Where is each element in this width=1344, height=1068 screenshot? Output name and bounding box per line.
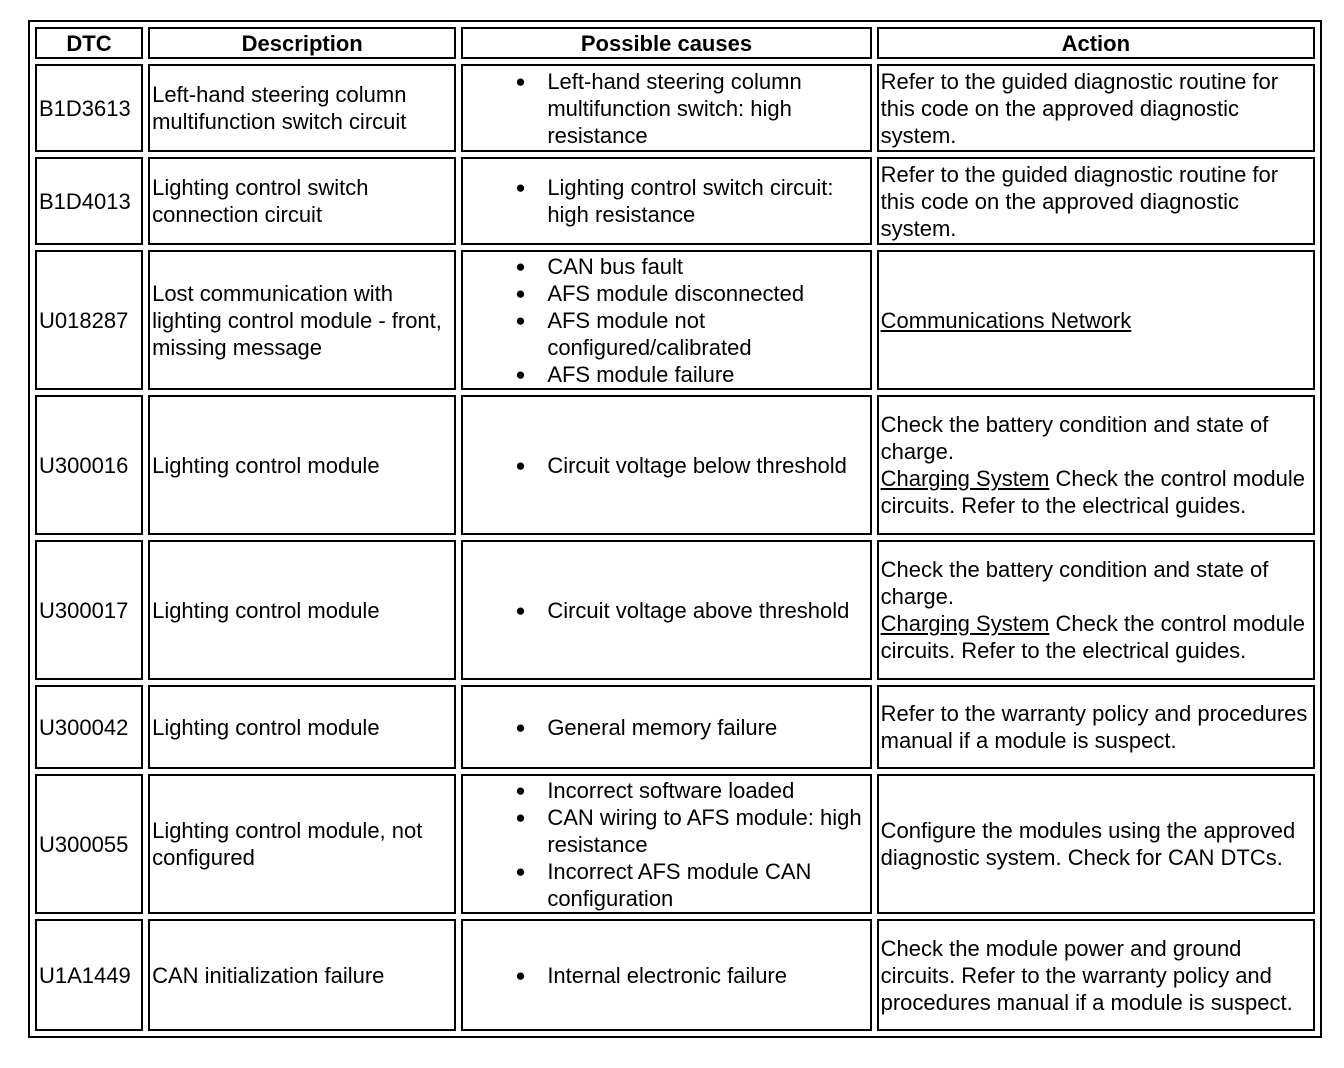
cause-item: ● AFS module not configured/calibrated xyxy=(547,307,867,361)
action-cell xyxy=(877,250,1315,390)
cause-item: ● General memory failure xyxy=(547,714,867,741)
table-body xyxy=(35,64,1315,1031)
header-description: Description xyxy=(148,27,456,59)
dtc-code: U1A1449 xyxy=(35,919,143,1031)
cause-item: ● Incorrect AFS module CAN configuration xyxy=(547,858,867,912)
action-text: Check the battery condition and state of charge. xyxy=(880,412,1269,464)
cause-item: ● AFS module failure xyxy=(547,361,867,388)
dtc-description: Lighting control switch connection circuit xyxy=(148,157,456,245)
cause-item: ● Lighting control switch circuit: high resistance xyxy=(547,174,867,228)
dtc-table xyxy=(30,22,1320,1036)
dtc-description: Lighting control module, not configured xyxy=(148,774,456,914)
possible-causes-cell xyxy=(461,64,871,152)
action-text: Refer to the guided diagnostic routine for this code on the approved diagnostic system. xyxy=(880,161,1279,241)
action-text: Check the module power and ground circuits. Refer to the warranty policy and procedures manual if a module is suspect. xyxy=(880,935,1293,1015)
cause-item: ● Incorrect software loaded xyxy=(547,777,867,804)
cause-item: ● CAN wiring to AFS module: high resistance xyxy=(547,804,867,858)
possible-causes-cell xyxy=(461,395,871,535)
dtc-description: CAN initialization failure xyxy=(148,919,456,1031)
action-cell xyxy=(877,919,1315,1031)
action-text-continued: Check the control module circuits. Refer to the electrical guides. xyxy=(880,611,1305,663)
possible-causes-cell xyxy=(461,919,871,1031)
possible-causes-list xyxy=(465,714,867,741)
dtc-code: B1D4013 xyxy=(35,157,143,245)
possible-causes-list xyxy=(465,174,867,228)
table-row xyxy=(35,64,1315,152)
header-action: Action xyxy=(877,27,1315,59)
table-row xyxy=(35,395,1315,535)
possible-causes-list xyxy=(465,68,867,149)
action-text: Refer to the guided diagnostic routine for this code on the approved diagnostic system. xyxy=(880,68,1279,148)
possible-causes-cell xyxy=(461,774,871,914)
possible-causes-cell xyxy=(461,685,871,769)
possible-causes-cell xyxy=(461,250,871,390)
dtc-description: Lighting control module xyxy=(148,540,456,680)
possible-causes-list xyxy=(465,253,867,388)
possible-causes-list xyxy=(465,777,867,912)
action-cell xyxy=(877,774,1315,914)
cause-item: ● Left-hand steering column multifunction switch: high resistance xyxy=(547,68,867,149)
dtc-code: U300016 xyxy=(35,395,143,535)
table-row xyxy=(35,685,1315,769)
action-cell xyxy=(877,157,1315,245)
cause-item: ● Circuit voltage above threshold xyxy=(547,597,867,624)
cause-item: ● CAN bus fault xyxy=(547,253,867,280)
action-link[interactable]: Charging System xyxy=(880,466,1050,491)
dtc-description: Lighting control module xyxy=(148,395,456,535)
action-cell xyxy=(877,685,1315,769)
dtc-description: Lighting control module xyxy=(148,685,456,769)
header-possible-causes: Possible causes xyxy=(461,27,871,59)
possible-causes-cell xyxy=(461,157,871,245)
table-row xyxy=(35,919,1315,1031)
action-text: Configure the modules using the approved diagnostic system. Check for CAN DTCs. xyxy=(880,818,1296,870)
header-dtc: DTC xyxy=(35,27,143,59)
dtc-code: B1D3613 xyxy=(35,64,143,152)
action-text: Check the battery condition and state of charge. xyxy=(880,557,1269,609)
dtc-table-frame xyxy=(28,20,1322,1038)
possible-causes-list xyxy=(465,597,867,624)
action-cell xyxy=(877,540,1315,680)
dtc-description: Lost communication with lighting control module - front, missing message xyxy=(148,250,456,390)
possible-causes-list xyxy=(465,962,867,989)
action-link[interactable]: Charging System xyxy=(880,611,1050,636)
action-link[interactable]: Communications Network xyxy=(880,307,1132,333)
header-row xyxy=(35,27,1315,59)
cause-item: ● Circuit voltage below threshold xyxy=(547,452,867,479)
action-text: Refer to the warranty policy and procedures manual if a module is suspect. xyxy=(880,701,1308,753)
dtc-code: U300017 xyxy=(35,540,143,680)
dtc-code: U018287 xyxy=(35,250,143,390)
dtc-description: Left-hand steering column multifunction switch circuit xyxy=(148,64,456,152)
table-row xyxy=(35,540,1315,680)
possible-causes-cell xyxy=(461,540,871,680)
action-text-continued: Check the control module circuits. Refer to the electrical guides. xyxy=(880,466,1305,518)
table-row xyxy=(35,774,1315,914)
action-cell xyxy=(877,64,1315,152)
possible-causes-list xyxy=(465,452,867,479)
table-row xyxy=(35,250,1315,390)
dtc-code: U300042 xyxy=(35,685,143,769)
cause-item: ● AFS module disconnected xyxy=(547,280,867,307)
action-cell xyxy=(877,395,1315,535)
cause-item: ● Internal electronic failure xyxy=(547,962,867,989)
table-row xyxy=(35,157,1315,245)
dtc-code: U300055 xyxy=(35,774,143,914)
